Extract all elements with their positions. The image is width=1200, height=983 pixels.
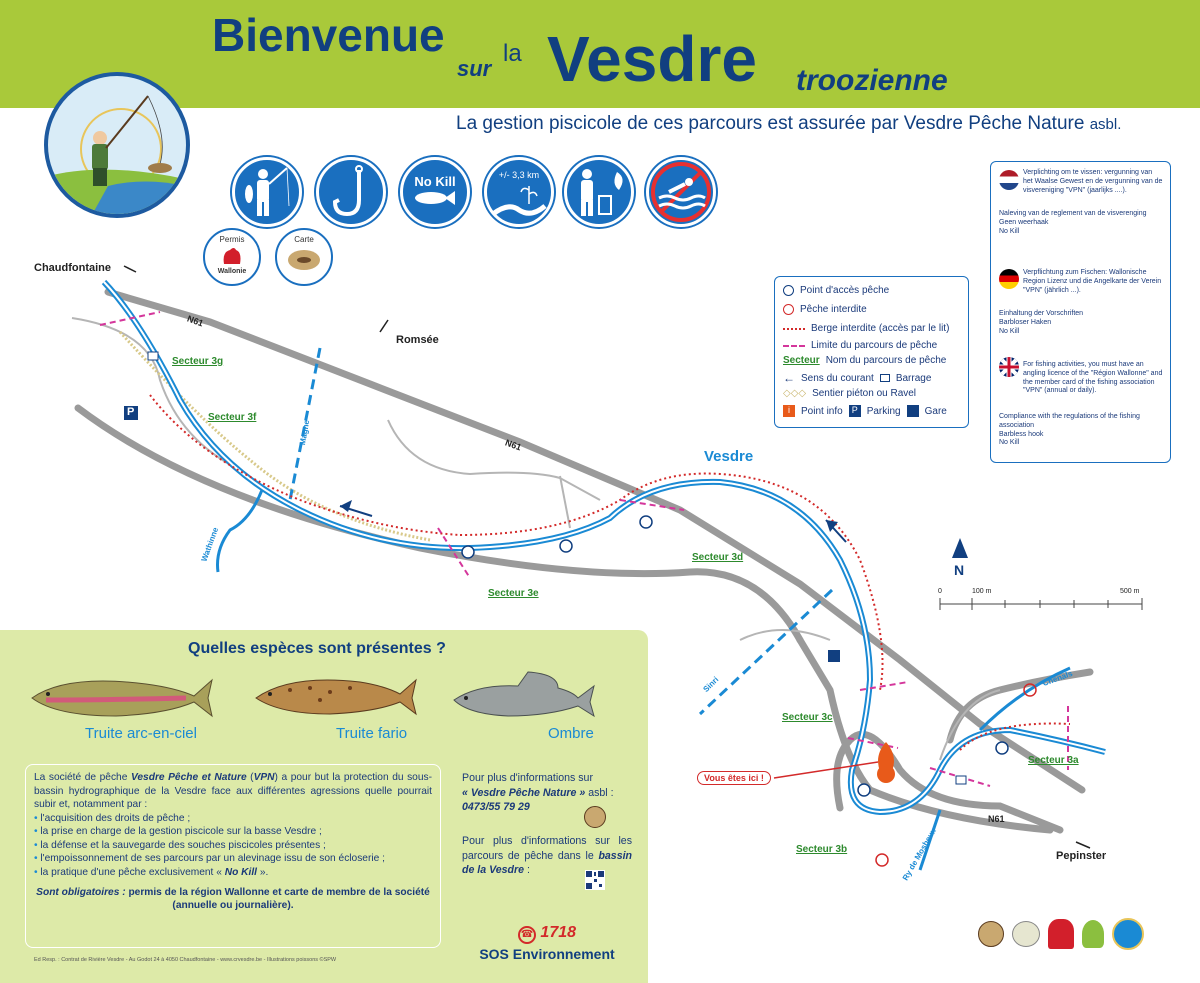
label-wathinne: Wathinne	[199, 526, 221, 563]
legend-forbidden	[783, 304, 867, 315]
vpn-list	[34, 812, 432, 880]
contact-p2: Pour plus d'informations sur les parcours de pêche dans le	[462, 835, 632, 862]
sector-3f: Secteur 3f	[208, 412, 257, 423]
legend-limit-label: Limite du parcours de pêche	[811, 340, 938, 351]
vpn-mandatory-text: permis de la région Wallonne et carte de membre de la société (annuelle ou journalière).	[125, 886, 430, 912]
legend-path	[783, 388, 916, 399]
station-icon	[828, 650, 840, 662]
label-sinri: Sinri	[701, 675, 721, 694]
legend-info-label: Point info	[801, 405, 843, 417]
de-bullets	[999, 310, 1164, 336]
legend-bank	[783, 323, 949, 334]
contact-p2-bold: bassin de la Vesdre	[462, 849, 632, 877]
legend-sector-label: Nom du parcours de pêche	[825, 355, 947, 366]
nl-text: Verplichting om te vissen: vergunning van het Waalse Gewest en de vergunning van de visvereniging "VPN" (jaarlijks ....).	[1023, 169, 1163, 194]
en-bullet-1: Compliance with the regulations of the fishing association	[999, 413, 1140, 429]
title-troozienne: troozienne	[796, 64, 948, 97]
dashed-line-icon	[783, 345, 805, 347]
legend-access	[783, 285, 889, 296]
title-bienvenue: Bienvenue	[212, 9, 445, 61]
contact-p1-suffix: asbl :	[585, 786, 614, 799]
vpn-last-c: ».	[256, 866, 269, 878]
romsee-arrow	[380, 320, 388, 332]
legend-current-label: Sens du courant	[801, 372, 874, 384]
vpn-intro-a: La société de pêche	[34, 772, 131, 783]
sector-3g: Secteur 3g	[172, 356, 224, 367]
phone-icon: ☎	[518, 926, 536, 944]
info-icon: i	[783, 405, 795, 417]
fishing-society-logo	[1012, 921, 1040, 947]
en-bullets	[999, 413, 1164, 448]
forbidden-fishing-icon	[783, 304, 794, 315]
dam-icon	[880, 374, 890, 382]
vpn-description	[25, 764, 441, 948]
current-arrow-icon: ←	[783, 371, 795, 385]
ravel-icon: ◇◇◇	[783, 388, 807, 399]
brown-trout-illustration	[250, 666, 420, 726]
map-legend	[774, 276, 969, 428]
scale-100: 100 m	[972, 588, 992, 595]
vpn-intro-name: Vesdre Pêche et Nature	[130, 772, 247, 783]
station-icon	[907, 405, 919, 417]
legend-info-row	[783, 405, 947, 417]
label-chenals: Chenals	[1041, 668, 1074, 689]
distance-label: +/- 3,3 km	[498, 170, 540, 180]
de-bullet-1: Einhaltung der Vorschriften	[999, 310, 1084, 317]
sos-number: 1718	[540, 924, 577, 941]
legend-path-label: Sentier piéton ou Ravel	[812, 388, 917, 399]
chaudfontaine-arrow	[124, 266, 136, 272]
legend-station-label: Gare	[924, 405, 947, 417]
footer-credits: Ed Resp. : Contrat de Rivière Vesdre - Au Godot 24 à 4050 Chaudfontaine - www.crvesdre.be - Illustrations poissons ©SPW	[34, 957, 337, 963]
label-ry: Ry de Mosbeux	[900, 826, 938, 883]
vpn-qr-logo	[584, 806, 606, 828]
legend-dam-label: Barrage	[895, 372, 932, 384]
subtitle-suffix: asbl.	[1089, 116, 1122, 133]
vpn-item: • l'empoissonnement de ses parcours par un alevinage issu de son écloserie ;	[34, 852, 432, 866]
legend-parking-label: Parking	[866, 405, 901, 417]
qr-code-icon	[585, 870, 605, 890]
wathinne-stream	[218, 490, 263, 572]
sector-3d: Secteur 3d	[692, 552, 744, 563]
species-question: Quelles espèces sont présentes ?	[188, 640, 446, 657]
en-bullet-2: Barbless hook	[999, 430, 1044, 438]
vpn-logo	[978, 921, 1004, 947]
label-chaudfontaine: Chaudfontaine	[34, 262, 111, 274]
subtitle-text: La gestion piscicole de ces parcours est assurée par Vesdre Pêche Nature	[456, 113, 1085, 134]
german-flag-icon	[999, 269, 1019, 289]
contact-p2-suffix: :	[524, 864, 530, 877]
nl-bullet-2: Geen weerhaak	[999, 218, 1049, 226]
legend-sector	[783, 355, 946, 366]
sector-3e: Secteur 3e	[488, 588, 539, 599]
parking-letter: P	[127, 406, 135, 418]
current-arrows	[340, 500, 846, 542]
vpn-intro-b: (	[246, 772, 254, 783]
contact-phone: 0473/55 79 29	[462, 801, 530, 814]
crv-logo	[1112, 918, 1144, 950]
vpn-item: • l'acquisition des droits de pêche ;	[34, 812, 432, 826]
info-point-circle	[877, 765, 895, 783]
title-sur: sur	[457, 56, 492, 81]
vpn-intro-abbr: VPN	[253, 772, 275, 783]
contact-vpn-name: « Vesdre Pêche Nature »	[462, 786, 586, 799]
wallonie-label: Wallonie	[217, 268, 247, 275]
nl-bullets	[999, 210, 1164, 236]
sos-number-row	[472, 924, 622, 944]
sos-block	[472, 924, 622, 962]
label-magne: Magne	[298, 419, 312, 446]
vpn-item: • la défense et la sauvegarde des souches piscicoles présentes ;	[34, 839, 432, 853]
sector-3a: Secteur 3a	[1028, 755, 1079, 766]
label-n61-c: N61	[988, 814, 1005, 824]
contact-p1: Pour plus d'informations sur	[462, 772, 593, 784]
de-bullet-2: Barbloser Haken	[999, 318, 1052, 326]
title-la: la	[503, 40, 522, 67]
access-point-icon	[783, 285, 794, 296]
sector-3c: Secteur 3c	[782, 712, 833, 723]
label-you-are-here: Vous êtes ici !	[697, 771, 771, 785]
nl-bullet-3: No Kill	[999, 227, 1020, 235]
label-n61-a: N61	[185, 313, 205, 329]
label-pepinster: Pepinster	[1056, 850, 1107, 862]
wallonie-logo	[1048, 919, 1074, 949]
multilingual-info-box	[990, 161, 1171, 463]
scale-500: 500 m	[1120, 588, 1140, 595]
scale-0: 0	[938, 588, 942, 595]
dam-icon-2	[956, 776, 966, 784]
fish-name-fario: Truite fario	[336, 725, 408, 742]
legend-access-label: Point d'accès pêche	[800, 285, 890, 296]
en-bullet-3: No Kill	[999, 439, 1020, 447]
uk-flag-icon	[999, 357, 1019, 377]
legend-forbidden-label: Pêche interdite	[800, 304, 867, 315]
scale-bar	[940, 598, 1142, 610]
vpn-item: • la prise en charge de la gestion piscicole sur la basse Vesdre ;	[34, 825, 432, 839]
label-n61-b: N61	[503, 437, 523, 453]
no-kill-label: No Kill	[414, 174, 456, 189]
dutch-flag-icon	[999, 170, 1019, 190]
contact-basin	[462, 834, 632, 878]
rainbow-trout-illustration	[26, 668, 216, 728]
grayling-illustration	[448, 668, 598, 728]
fish-name-ombre: Ombre	[548, 725, 594, 742]
partner-logos	[978, 912, 1162, 956]
fish-name-rainbow: Truite arc-en-ciel	[85, 725, 197, 742]
pepinster-arrow	[1076, 842, 1090, 848]
sos-label: SOS Environnement	[479, 946, 615, 962]
title-vesdre: Vesdre	[547, 23, 757, 95]
parking-icon: P	[849, 405, 861, 417]
en-text: For fishing activities, you must have an angling licence of the "Région Wallonne" and the member card of the fishing association "VPN" (annual or daily).	[1023, 361, 1163, 395]
contact-vpn	[462, 771, 632, 815]
carte-label: Carte	[294, 235, 314, 244]
contrat-riviere-logo	[1082, 920, 1104, 948]
sector-3b: Secteur 3b	[796, 844, 848, 855]
de-text: Verpflichtung zum Fischen: Wallonische Region Lizenz und die Angelkarte der Verein "VPN" (jährlich ...).	[1023, 269, 1162, 294]
vpn-last-b: No Kill	[224, 866, 257, 878]
north-arrow	[952, 538, 968, 558]
dam-icon	[148, 352, 158, 360]
legend-limit	[783, 340, 937, 351]
vpn-intro-c: ) a pour but la protection du sous-bassin hydrographique de la Vesdre face aux différentes agressions quelle pourrait subir et, notamment par :	[34, 772, 432, 811]
dotted-line-icon	[783, 328, 805, 330]
vpn-item-last	[34, 866, 432, 880]
label-romsee: Romsée	[396, 334, 439, 346]
nl-bullet-1: Naleving van de reglement van de visverenging	[999, 210, 1147, 217]
vpn-mandatory-label: Sont obligatoires :	[36, 886, 126, 898]
de-bullet-3: No Kill	[999, 327, 1020, 335]
vpn-intro	[34, 771, 432, 812]
legend-bank-label: Berge interdite (accès par le lit)	[811, 323, 950, 334]
label-vesdre: Vesdre	[704, 448, 754, 465]
permis-label: Permis	[219, 235, 245, 244]
vpn-last-a: la pratique d'une pêche exclusivement «	[40, 866, 225, 878]
sinri-stream	[700, 590, 832, 714]
vpn-mandatory	[34, 886, 432, 913]
legend-current	[783, 371, 931, 385]
north-label: N	[954, 562, 965, 578]
legend-sector-word: Secteur	[783, 355, 820, 366]
